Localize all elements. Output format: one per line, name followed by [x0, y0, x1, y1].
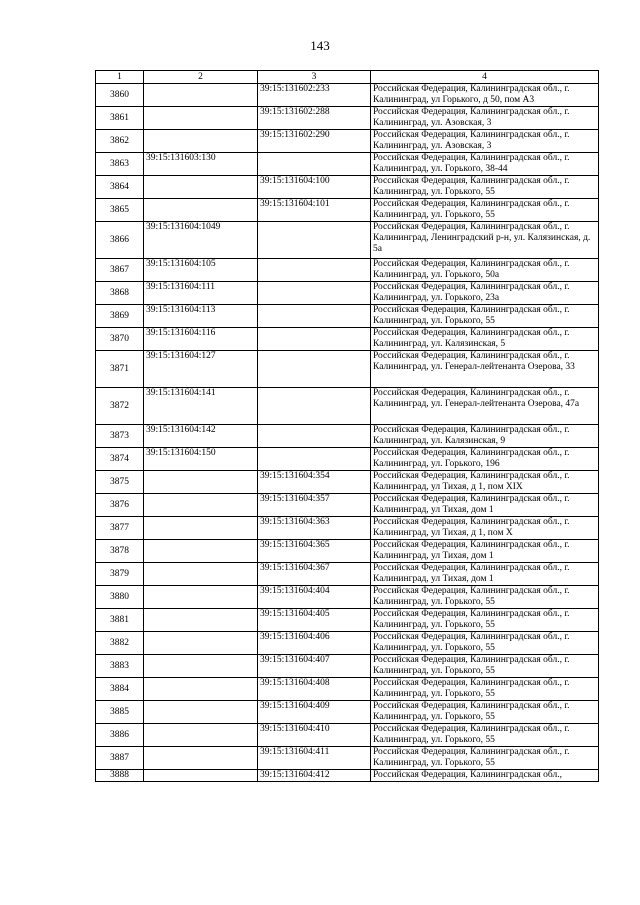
building-cadastral-number-cell: 39:15:131604:406: [258, 632, 371, 655]
land-cadastral-number-cell: 39:15:131604:113: [144, 305, 258, 328]
row-number-cell: 3886: [96, 724, 144, 747]
address-cell: Российская Федерация, Калининградская обл., г. Калининград, ул. Калязинская, 9: [371, 425, 599, 448]
building-cadastral-number-cell: [258, 448, 371, 471]
table-row: [96, 471, 599, 494]
address-cell: Российская Федерация, Калининградская обл.,: [371, 770, 599, 782]
table-row: [96, 222, 599, 259]
land-cadastral-number-cell: 39:15:131604:127: [144, 351, 258, 388]
row-number-cell: 3869: [96, 305, 144, 328]
address-cell: Российская Федерация, Калининградская обл., г. Калининград, ул. Генерал-лейтенанта Озерова, 47а: [371, 388, 599, 425]
page-number: 143: [310, 38, 330, 53]
row-number-cell: 3883: [96, 655, 144, 678]
row-number-cell: 3877: [96, 517, 144, 540]
land-cadastral-number-cell: [144, 494, 258, 517]
building-cadastral-number-cell: 39:15:131604:365: [258, 540, 371, 563]
land-cadastral-number-cell: 39:15:131604:116: [144, 328, 258, 351]
building-cadastral-number-cell: [258, 259, 371, 282]
row-number-cell: 3880: [96, 586, 144, 609]
row-number-cell: 3861: [96, 107, 144, 130]
table-row: [96, 609, 599, 632]
row-number-cell: 3862: [96, 130, 144, 153]
land-cadastral-number-cell: [144, 563, 258, 586]
address-cell: Российская Федерация, Калининградская обл., г. Калининград, ул Тихая, дом 1: [371, 563, 599, 586]
row-number-cell: 3887: [96, 747, 144, 770]
address-cell: Российская Федерация, Калининградская обл., г. Калининград, Ленинградский р-н, ул. Калязинская, д. 5а: [371, 222, 599, 259]
land-cadastral-number-cell: [144, 84, 258, 107]
table-row: [96, 540, 599, 563]
table-row: [96, 632, 599, 655]
address-cell: Российская Федерация, Калининградская обл., г. Калининград, ул. Горького, 196: [371, 448, 599, 471]
address-cell: Российская Федерация, Калининградская обл., г. Калининград, ул Тихая, д 1, пом XIX: [371, 471, 599, 494]
building-cadastral-number-cell: 39:15:131604:357: [258, 494, 371, 517]
building-cadastral-number-cell: 39:15:131604:411: [258, 747, 371, 770]
address-cell: Российская Федерация, Калининградская обл., г. Калининград, ул. Калязинская, 5: [371, 328, 599, 351]
table-row: [96, 107, 599, 130]
address-cell: Российская Федерация, Калининградская обл., г. Калининград, ул. Горького, 55: [371, 678, 599, 701]
land-cadastral-number-cell: [144, 701, 258, 724]
row-number-cell: 3866: [96, 222, 144, 259]
row-number-cell: 3874: [96, 448, 144, 471]
building-cadastral-number-cell: 39:15:131604:404: [258, 586, 371, 609]
land-cadastral-number-cell: [144, 540, 258, 563]
land-cadastral-number-cell: 39:15:131604:141: [144, 388, 258, 425]
row-number-cell: 3873: [96, 425, 144, 448]
land-cadastral-number-cell: [144, 107, 258, 130]
building-cadastral-number-cell: [258, 425, 371, 448]
row-number-cell: 3876: [96, 494, 144, 517]
table-row: [96, 388, 599, 425]
table-row: [96, 655, 599, 678]
row-number-cell: 3864: [96, 176, 144, 199]
land-cadastral-number-cell: [144, 678, 258, 701]
building-cadastral-number-cell: 39:15:131604:354: [258, 471, 371, 494]
table-row: [96, 84, 599, 107]
row-number-cell: 3879: [96, 563, 144, 586]
building-cadastral-number-cell: 39:15:131604:407: [258, 655, 371, 678]
building-cadastral-number-cell: 39:15:131604:408: [258, 678, 371, 701]
land-cadastral-number-cell: [144, 517, 258, 540]
land-cadastral-number-cell: 39:15:131604:150: [144, 448, 258, 471]
row-number-cell: 3882: [96, 632, 144, 655]
table-row: [96, 305, 599, 328]
land-cadastral-number-cell: [144, 632, 258, 655]
table-row: [96, 747, 599, 770]
table-row: [96, 563, 599, 586]
building-cadastral-number-cell: 39:15:131604:363: [258, 517, 371, 540]
table-row: [96, 724, 599, 747]
address-cell: Российская Федерация, Калининградская обл., г. Калининград, ул. Горького, 55: [371, 176, 599, 199]
table-row: [96, 282, 599, 305]
land-cadastral-number-cell: [144, 586, 258, 609]
land-cadastral-number-cell: [144, 770, 258, 782]
land-cadastral-number-cell: 39:15:131604:1049: [144, 222, 258, 259]
row-number-cell: 3871: [96, 351, 144, 388]
address-cell: Российская Федерация, Калининградская обл., г. Калининград, ул Тихая, дом 1: [371, 540, 599, 563]
building-cadastral-number-cell: 39:15:131602:288: [258, 107, 371, 130]
land-cadastral-number-cell: [144, 609, 258, 632]
building-cadastral-number-cell: 39:15:131604:367: [258, 563, 371, 586]
row-number-cell: 3888: [96, 770, 144, 782]
row-number-cell: 3867: [96, 259, 144, 282]
address-cell: Российская Федерация, Калининградская обл., г. Калининград, ул. Азовская, 3: [371, 107, 599, 130]
row-number-cell: 3884: [96, 678, 144, 701]
address-cell: Российская Федерация, Калининградская обл., г. Калининград, ул. Горького, 55: [371, 609, 599, 632]
table-row: [96, 678, 599, 701]
table-row: [96, 153, 599, 176]
address-cell: Российская Федерация, Калининградская обл., г. Калининград, ул Тихая, дом 1: [371, 494, 599, 517]
column-header-1: 1: [96, 71, 144, 84]
land-cadastral-number-cell: [144, 176, 258, 199]
building-cadastral-number-cell: 39:15:131604:100: [258, 176, 371, 199]
address-cell: Российская Федерация, Калининградская обл., г. Калининград, ул. Горького, 50а: [371, 259, 599, 282]
table-row: [96, 176, 599, 199]
land-cadastral-number-cell: 39:15:131604:111: [144, 282, 258, 305]
land-cadastral-number-cell: 39:15:131604:142: [144, 425, 258, 448]
row-number-cell: 3860: [96, 84, 144, 107]
table-header-row: [96, 71, 599, 84]
building-cadastral-number-cell: 39:15:131604:409: [258, 701, 371, 724]
building-cadastral-number-cell: [258, 328, 371, 351]
address-cell: Российская Федерация, Калининградская обл., г. Калининград, ул. Горького, 23а: [371, 282, 599, 305]
table-row: [96, 199, 599, 222]
table-row: [96, 586, 599, 609]
row-number-cell: 3868: [96, 282, 144, 305]
table-row: [96, 130, 599, 153]
address-cell: Российская Федерация, Калининградская обл., г. Калининград, ул. Горького, 55: [371, 724, 599, 747]
land-cadastral-number-cell: [144, 747, 258, 770]
row-number-cell: 3885: [96, 701, 144, 724]
building-cadastral-number-cell: [258, 305, 371, 328]
building-cadastral-number-cell: [258, 153, 371, 176]
row-number-cell: 3865: [96, 199, 144, 222]
table-row: [96, 425, 599, 448]
building-cadastral-number-cell: 39:15:131604:410: [258, 724, 371, 747]
row-number-cell: 3875: [96, 471, 144, 494]
building-cadastral-number-cell: [258, 282, 371, 305]
address-cell: Российская Федерация, Калининградская обл., г. Калининград, ул Тихая, д 1, пом X: [371, 517, 599, 540]
column-header-4: 4: [371, 71, 599, 84]
row-number-cell: 3863: [96, 153, 144, 176]
land-cadastral-number-cell: [144, 724, 258, 747]
address-cell: Российская Федерация, Калининградская обл., г. Калининград, ул. Горького, 55: [371, 655, 599, 678]
address-cell: Российская Федерация, Калининградская обл., г. Калининград, ул. Горького, 55: [371, 305, 599, 328]
table-row: [96, 448, 599, 471]
address-cell: Российская Федерация, Калининградская обл., г. Калининград, ул. Горького, 55: [371, 586, 599, 609]
table-row: [96, 494, 599, 517]
land-cadastral-number-cell: 39:15:131604:105: [144, 259, 258, 282]
land-cadastral-number-cell: [144, 199, 258, 222]
table-row: [96, 770, 599, 782]
building-cadastral-number-cell: 39:15:131604:101: [258, 199, 371, 222]
table-row: [96, 701, 599, 724]
address-cell: Российская Федерация, Калининградская обл., г. Калининград, ул. Генерал-лейтенанта Озерова, 33: [371, 351, 599, 388]
address-cell: Российская Федерация, Калининградская обл., г. Калининград, ул Горького, д 50, пом А3: [371, 84, 599, 107]
address-cell: Российская Федерация, Калининградская обл., г. Калининград, ул. Горького, 55: [371, 747, 599, 770]
address-cell: Российская Федерация, Калининградская обл., г. Калининград, ул. Горького, 38-44: [371, 153, 599, 176]
table-row: [96, 259, 599, 282]
building-cadastral-number-cell: 39:15:131604:412: [258, 770, 371, 782]
address-cell: Российская Федерация, Калининградская обл., г. Калининград, ул. Горького, 55: [371, 701, 599, 724]
column-header-2: 2: [144, 71, 258, 84]
land-cadastral-number-cell: [144, 655, 258, 678]
building-cadastral-number-cell: [258, 222, 371, 259]
address-cell: Российская Федерация, Калининградская обл., г. Калининград, ул. Азовская, 3: [371, 130, 599, 153]
row-number-cell: 3881: [96, 609, 144, 632]
table-row: [96, 328, 599, 351]
address-cell: Российская Федерация, Калининградская обл., г. Калининград, ул. Горького, 55: [371, 632, 599, 655]
land-cadastral-number-cell: 39:15:131603:130: [144, 153, 258, 176]
cadastral-table: [95, 70, 599, 782]
column-header-3: 3: [258, 71, 371, 84]
land-cadastral-number-cell: [144, 130, 258, 153]
building-cadastral-number-cell: [258, 351, 371, 388]
building-cadastral-number-cell: [258, 388, 371, 425]
address-cell: Российская Федерация, Калининградская обл., г. Калининград, ул. Горького, 55: [371, 199, 599, 222]
row-number-cell: 3872: [96, 388, 144, 425]
table-row: [96, 517, 599, 540]
table-row: [96, 351, 599, 388]
building-cadastral-number-cell: 39:15:131602:290: [258, 130, 371, 153]
building-cadastral-number-cell: 39:15:131604:405: [258, 609, 371, 632]
row-number-cell: 3878: [96, 540, 144, 563]
building-cadastral-number-cell: 39:15:131602:233: [258, 84, 371, 107]
row-number-cell: 3870: [96, 328, 144, 351]
land-cadastral-number-cell: [144, 471, 258, 494]
